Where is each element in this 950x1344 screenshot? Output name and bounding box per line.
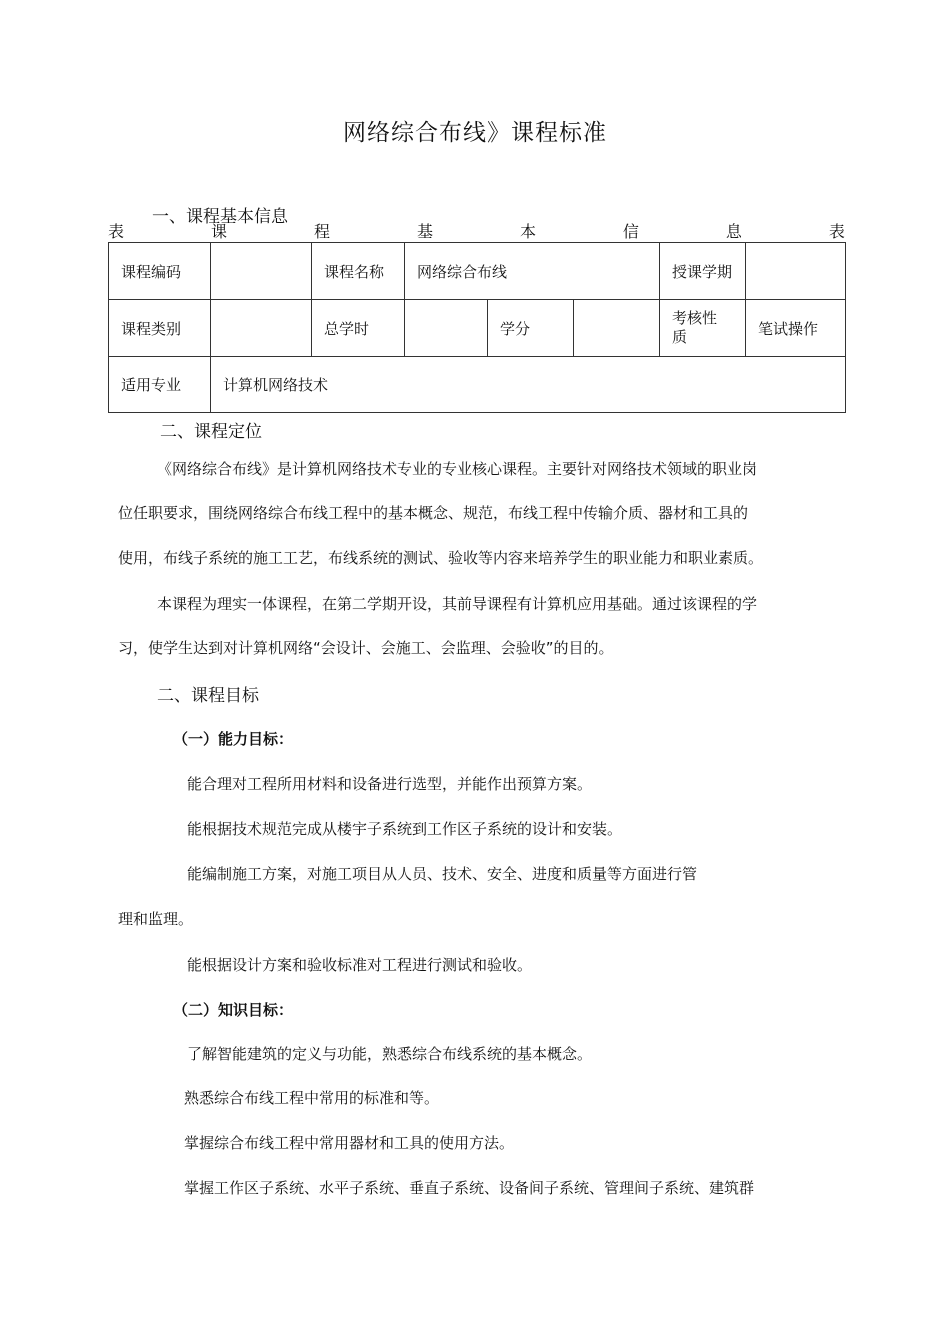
major-label: 适用专业 <box>109 357 211 413</box>
term-label: 授课学期 <box>660 243 746 300</box>
table-caption-char: 本 <box>519 222 536 241</box>
positioning-paragraph-line: 本课程为理实一体课程，在第二学期开设，其前导课程有计算机应用基础。通过该课程的学 <box>157 595 758 613</box>
section-objectives-heading: 二、课程目标 <box>157 686 259 706</box>
knowledge-objectives-heading: （二）知识目标： <box>173 1001 294 1019</box>
positioning-paragraph-line: 习，使学生达到对计算机网络“会设计、会施工、会监理、会验收”的目的。 <box>118 639 614 657</box>
course-info-table <box>108 242 846 413</box>
course-name-value: 网络综合布线 <box>405 243 660 300</box>
course-type-label: 课程类别 <box>109 300 211 357</box>
section-basic-info-heading: 一、课程基本信息 <box>152 207 288 227</box>
table-caption-char: 课 <box>210 222 227 241</box>
positioning-paragraph-line: 《网络综合布线》是计算机网络技术专业的专业核心课程。主要针对网络技术领域的职业岗 <box>157 460 758 478</box>
major-value: 计算机网络技术 <box>211 357 846 413</box>
credit-value <box>574 300 660 357</box>
assessment-label: 考核性质 <box>660 300 746 357</box>
table-row <box>109 243 846 300</box>
positioning-paragraph-line: 使用，布线子系统的施工工艺，布线系统的测试、验收等内容来培养学生的职业能力和职业素质。 <box>118 549 764 567</box>
ability-item: 能合理对工程所用材料和设备进行选型，并能作出预算方案。 <box>187 775 593 793</box>
table-row <box>109 300 846 357</box>
table-caption-char: 程 <box>313 222 330 241</box>
course-type-value <box>211 300 312 357</box>
ability-item-continued: 理和监理。 <box>118 910 194 928</box>
ability-item: 能编制施工方案，对施工项目从人员、技术、安全、进度和质量等方面进行管 <box>187 865 698 883</box>
table-caption-char: 基 <box>416 222 433 241</box>
table-caption-char: 表 <box>828 222 845 241</box>
ability-item: 能根据技术规范完成从楼宇子系统到工作区子系统的设计和安装。 <box>187 820 623 838</box>
course-code-value <box>211 243 312 300</box>
course-code-label: 课程编码 <box>109 243 211 300</box>
section-positioning-heading: 二、课程定位 <box>160 422 262 442</box>
credit-label: 学分 <box>488 300 574 357</box>
ability-item: 能根据设计方案和验收标准对工程进行测试和验收。 <box>187 956 533 974</box>
knowledge-item: 熟悉综合布线工程中常用的标准和等。 <box>184 1089 440 1107</box>
knowledge-item: 掌握工作区子系统、水平子系统、垂直子系统、设备间子系统、管理间子系统、建筑群 <box>184 1179 755 1197</box>
assessment-value: 笔试操作 <box>746 300 846 357</box>
table-caption-char: 信 <box>622 222 639 241</box>
table-row <box>109 357 846 413</box>
ability-objectives-heading: （一）能力目标： <box>173 730 294 748</box>
document-title: 网络综合布线》课程标准 <box>343 120 607 146</box>
term-value <box>746 243 846 300</box>
total-hours-label: 总学时 <box>312 300 405 357</box>
table-caption-char: 息 <box>725 222 742 241</box>
table-caption-char: 表 <box>108 222 125 241</box>
knowledge-item: 掌握综合布线工程中常用器材和工具的使用方法。 <box>184 1134 515 1152</box>
table-caption <box>108 222 845 242</box>
knowledge-item: 了解智能建筑的定义与功能，熟悉综合布线系统的基本概念。 <box>187 1045 593 1063</box>
positioning-paragraph-line: 位任职要求，围绕网络综合布线工程中的基本概念、规范，布线工程中传输介质、器材和工具的 <box>118 504 749 522</box>
total-hours-value <box>405 300 488 357</box>
course-name-label: 课程名称 <box>312 243 405 300</box>
